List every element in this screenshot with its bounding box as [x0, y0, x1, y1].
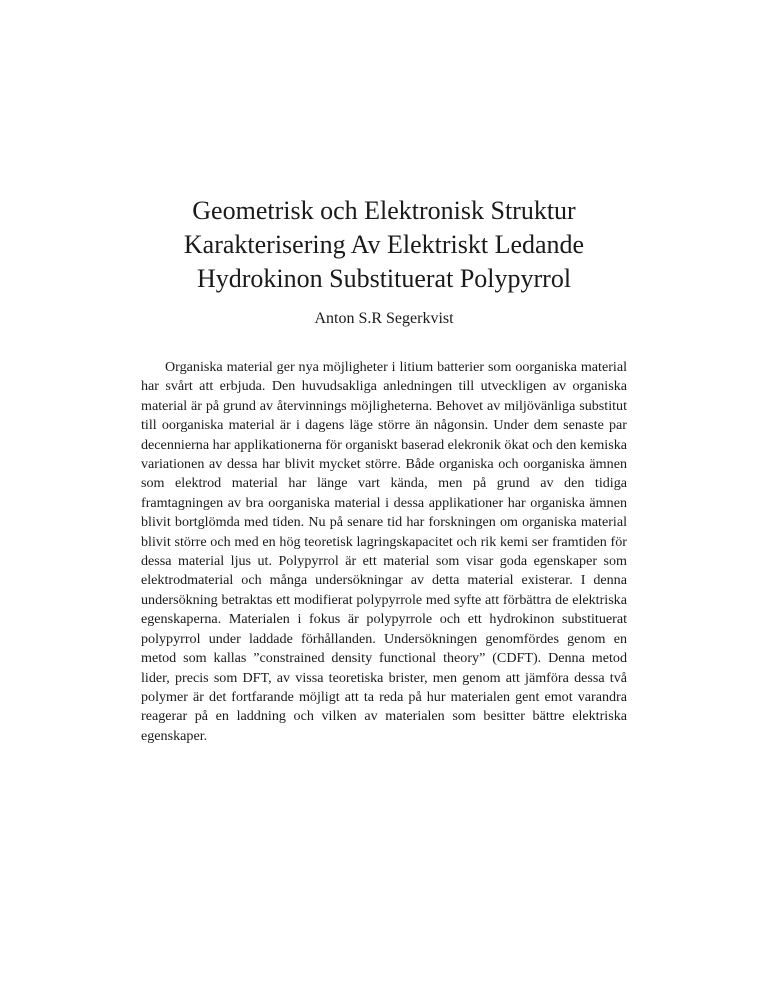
title-line-3: Hydrokinon Substituerat Polypyrrol	[196, 264, 572, 293]
title-line-2: Karakterisering Av Elektriskt Ledande	[183, 230, 585, 259]
abstract-paragraph: Organiska material ger nya möjligheter i litium batterier som oorganiska material har svårt att erbjuda. Den huvudsakliga anledningen till utveckligen av organiska material är på grund av återvinnings möjligheterna. Behovet av miljövänliga substitut till oorganiska material är i dagens läge större än någonsin. Under dem senaste par decennierna har applikationerna för organiskt baserad elekronik ökat och den kemiska variationen av dessa har blivit mycket större. Både organiska och oorganiska ämnen som elektrod material har länge vart kända, men på grund av den tidiga framtagningen av bra oorganiska material i dessa applikationer har organiska ämnen blivit bortglömda med tiden. Nu på senare tid har forskningen om organiska material blivit större och med en hög teoretisk lagringskapacitet och rik kemi ser framtiden för dessa material ljus ut. Polypyrrol är ett material som visar goda egenskaper som elektrodmaterial och många undersökningar av detta material existerar. I denna undersökning betraktas ett modifierat polypyrrole med syfte att förbättra de elektriska egenskaperna. Materialen i fokus är polypyrrole och ett hydrokinon substituerat polypyrrol under laddade förhållanden. Undersökningen genomfördes genom en metod som kallas ”constrained density functional theory” (CDFT). Denna metod lider, precis som DFT, av vissa teoretiska brister, men genom att jämföra dessa två polymer är det fortfarande möjligt att ta reda på hur materialen gent emot varandra reagerar på en laddning och vilken av materialen som besitter bättre elektriska egenskaper.	[141, 359, 627, 744]
title-line-1: Geometrisk och Elektronisk Struktur	[192, 196, 576, 225]
document-title	[0, 194, 768, 296]
author-name: Anton S.R Segerkvist	[314, 310, 454, 327]
